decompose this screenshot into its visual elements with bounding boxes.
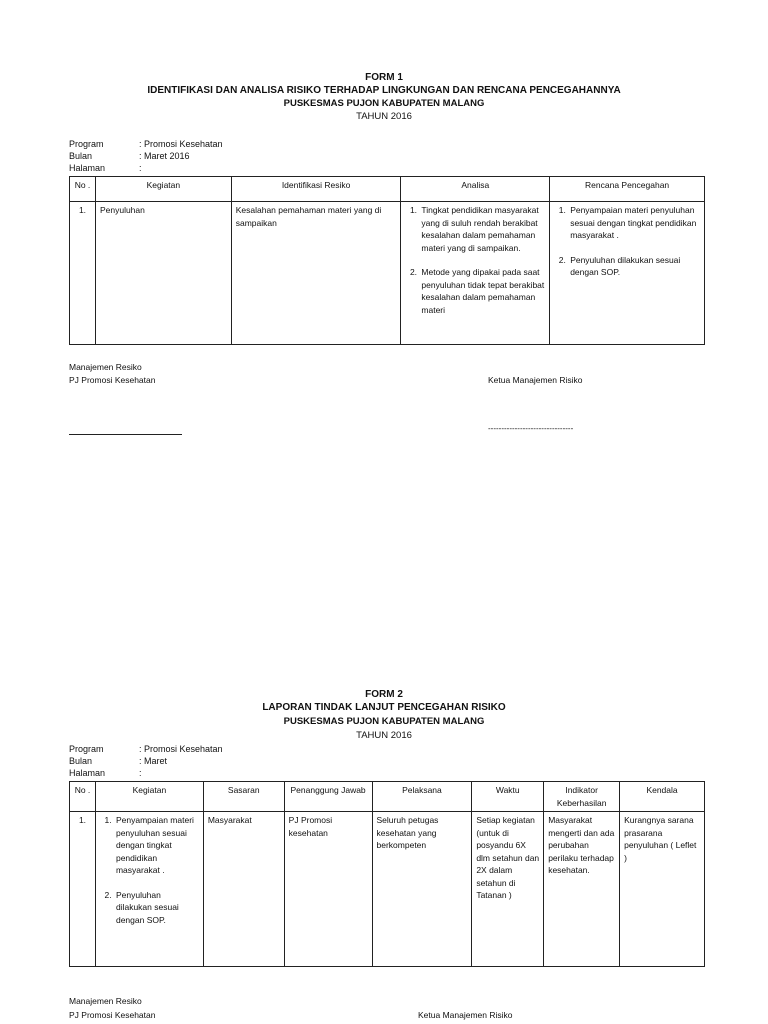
meta-bulan — [69, 150, 223, 162]
cell-penanggung-jawab: PJ Promosi kesehatan — [284, 812, 372, 967]
table-header-row — [70, 782, 705, 812]
analisa-item: 2. Metode yang dipakai pada saat penyuluhan tidak tepat berakibat kesalahan dalam pemahaman materi — [419, 266, 545, 316]
form1-sign-right: Ketua Manajemen Risiko — [488, 375, 583, 385]
header-no: No . — [70, 782, 96, 812]
table-row — [70, 812, 705, 967]
meta-label: Program — [69, 744, 104, 754]
rencana-item: 1. Penyampaian materi penyuluhan sesuai dengan tingkat pendidikan masyarakat . — [568, 204, 700, 242]
form2-sign-left-1: Manajemen Resiko — [69, 996, 142, 1006]
form2-sign-right: Ketua Manajemen Risiko — [418, 1010, 513, 1020]
form2-heading: LAPORAN TINDAK LANJUT PENCEGAHAN RISIKO — [262, 702, 506, 713]
form1-year: TAHUN 2016 — [356, 111, 412, 122]
meta-label: Program — [69, 139, 104, 149]
cell-sasaran: Masyarakat — [203, 812, 284, 967]
form2-title: FORM 2 — [365, 689, 403, 700]
form1-title: FORM 1 — [365, 72, 403, 83]
header-pelaksana: Pelaksana — [372, 782, 472, 812]
cell-identifikasi: Kesalahan pemahaman materi yang di sampaikan — [231, 202, 401, 345]
header-no: No . — [70, 177, 96, 202]
header-sasaran: Sasaran — [203, 782, 284, 812]
header-kegiatan: Kegiatan — [95, 782, 203, 812]
meta-label: Halaman — [69, 163, 106, 173]
cell-no: 1. — [70, 202, 96, 345]
cell-kegiatan — [95, 812, 203, 967]
header-kendala: Kendala — [620, 782, 705, 812]
form2-table — [69, 781, 705, 967]
meta-halaman — [69, 767, 223, 779]
header-penanggung-jawab: Penanggung Jawab — [284, 782, 372, 812]
meta-value: : Promosi Kesehatan — [139, 744, 223, 754]
cell-kendala: Kurangnya sarana prasarana penyuluhan ( Leflet ) — [620, 812, 705, 967]
header-indikator: Indikator Keberhasilan — [544, 782, 620, 812]
meta-value: : Maret — [139, 756, 168, 766]
cell-indikator: Masyarakat mengerti dan ada perubahan perilaku terhadap kesehatan. — [544, 812, 620, 967]
meta-value: : — [139, 163, 142, 173]
form2-year: TAHUN 2016 — [356, 730, 412, 741]
cell-no: 1. — [70, 812, 96, 967]
header-identifikasi: Identifikasi Resiko — [231, 177, 401, 202]
cell-pelaksana: Seluruh petugas kesehatan yang berkompeten — [372, 812, 472, 967]
cell-rencana — [550, 202, 705, 345]
form1-signature-line-right: -------------------------------- — [488, 424, 574, 433]
analisa-item: 1. Tingkat pendidikan masyarakat yang di suluh rendah berakibat kesalahan dalam pemahaman materi yang di sampaikan. — [419, 204, 545, 254]
form2-institution: PUSKESMAS PUJON KABUPATEN MALANG — [283, 716, 485, 727]
form1-sign-left-2: PJ Promosi Kesehatan — [69, 375, 156, 385]
meta-value: : Promosi Kesehatan — [139, 139, 223, 149]
meta-label: Halaman — [69, 768, 106, 778]
header-rencana: Rencana Pencegahan — [550, 177, 705, 202]
meta-program — [69, 138, 223, 150]
header-kegiatan: Kegiatan — [95, 177, 231, 202]
form1-signature-line-left — [69, 434, 182, 435]
cell-waktu: Setiap kegiatan (untuk di posyandu 6X dlm setahun dan 2X dalam setahun di Tatanan ) — [472, 812, 544, 967]
form2-sign-left-2: PJ Promosi Kesehatan — [69, 1010, 156, 1020]
cell-kegiatan: Penyuluhan — [95, 202, 231, 345]
form1-institution: PUSKESMAS PUJON KABUPATEN MALANG — [283, 98, 485, 109]
meta-bulan — [69, 755, 223, 767]
kegiatan-item: 1. Penyampaian materi penyuluhan sesuai dengan tingkat pendidikan masyarakat . — [114, 814, 199, 877]
meta-value: : — [139, 768, 142, 778]
form1-table — [69, 176, 705, 345]
rencana-item: 2. Penyuluhan dilakukan sesuai dengan SOP. — [568, 254, 700, 279]
form2-meta — [69, 743, 223, 779]
kegiatan-item: 2. Penyuluhan dilakukan sesuai dengan SOP. — [114, 889, 199, 927]
form1-heading: IDENTIFIKASI DAN ANALISA RISIKO TERHADAP LINGKUNGAN DAN RENCANA PENCEGAHANNYA — [147, 85, 621, 96]
cell-analisa — [401, 202, 550, 345]
meta-halaman — [69, 162, 223, 174]
meta-label: Bulan — [69, 151, 93, 161]
header-waktu: Waktu — [472, 782, 544, 812]
header-analisa: Analisa — [401, 177, 550, 202]
form1-meta — [69, 138, 223, 174]
meta-value: : Maret 2016 — [139, 151, 190, 161]
table-row — [70, 202, 705, 345]
meta-label: Bulan — [69, 756, 93, 766]
table-header-row — [70, 177, 705, 202]
form1-sign-left-1: Manajemen Resiko — [69, 362, 142, 372]
meta-program — [69, 743, 223, 755]
